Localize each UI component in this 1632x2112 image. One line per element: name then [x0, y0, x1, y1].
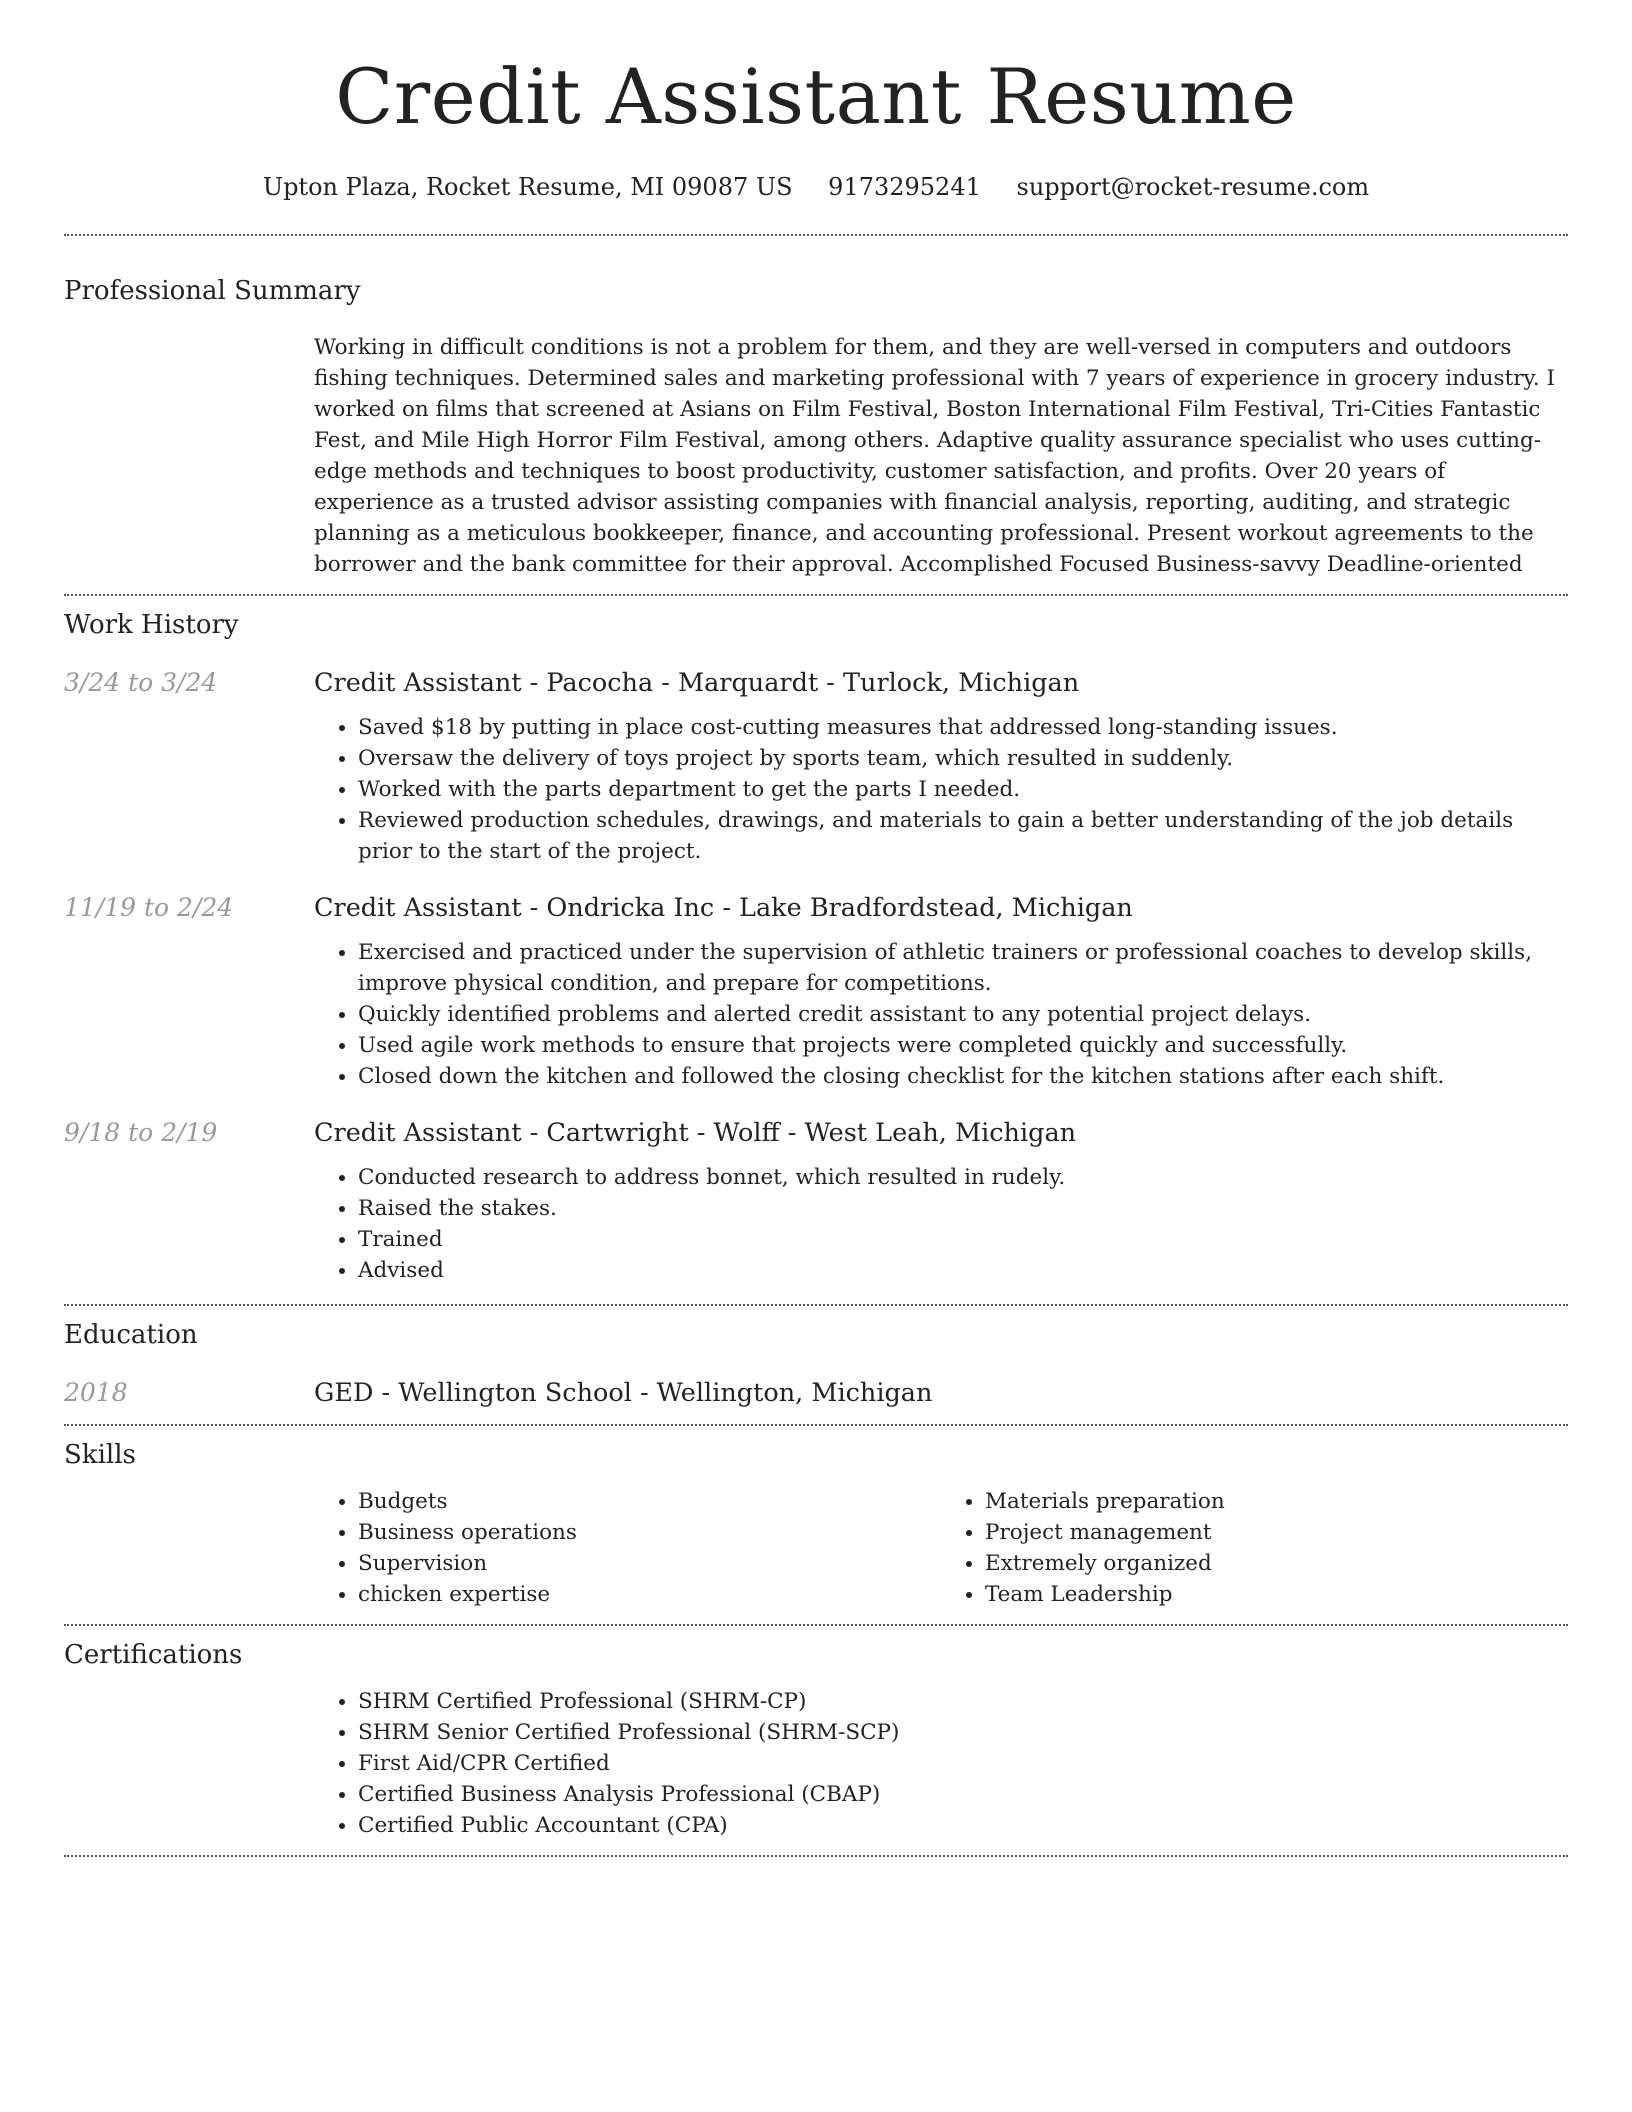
education-degree: GED - Wellington School - Wellington, Michigan — [314, 1378, 933, 1408]
contact-email: support@rocket-resume.com — [1016, 173, 1370, 201]
job-dates: 9/18 to 2/19 — [64, 1118, 218, 1147]
job-bullet: • Oversaw the delivery of toys project by sports team, which resulted in suddenly. — [358, 743, 1568, 774]
skills-column-left — [314, 1486, 941, 1610]
job-title: Credit Assistant - Pacocha - Marquardt - Turlock, Michigan — [314, 668, 1080, 698]
job-dates: 3/24 to 3/24 — [64, 668, 218, 697]
job-bullet: • Exercised and practiced under the supervision of athletic trainers or professional coaches to develop skills, improve physical condition, and prepare for competitions. — [358, 937, 1568, 999]
summary-section — [64, 236, 1568, 594]
job-bullet: • Saved $18 by putting in place cost-cutting measures that addressed long-standing issues. — [358, 712, 1568, 743]
summary-text: Working in difficult conditions is not a problem for them, and they are well-versed in computers and outdoors fishing techniques. Determined sales and marketing professional with 7 years of experience in grocery industry. I worked on films that screened at Asians on Film Festival, Boston International Film Festival, Tri-Cities Fantastic Fest, and Mile High Horror Film Festival, among others. Adaptive quality assurance specialist who uses cutting-edge methods and techniques to boost productivity, customer satisfaction, and profits. Over 20 years of experience as a trusted advisor assisting companies with financial analysis, reporting, auditing, and strategic planning as a meticulous bookkeeper, finance, and accounting professional. Present workout agreements to the borrower and the bank committee for their approval. Accomplished Focused Business-savvy Deadline-oriented — [314, 335, 1555, 577]
job-bullet: • Conducted research to address bonnet, which resulted in rudely. — [358, 1162, 1568, 1193]
skills-heading: Skills — [64, 1440, 136, 1470]
certification-item: • SHRM Senior Certified Professional (SHRM-SCP) — [358, 1717, 1568, 1748]
skill-item: • Materials preparation — [985, 1486, 1568, 1517]
job-title: Credit Assistant - Cartwright - Wolff - West Leah, Michigan — [314, 1118, 1077, 1148]
skill-item: • Extremely organized — [985, 1548, 1568, 1579]
resume-title: Credit Assistant Resume — [335, 52, 1297, 141]
job-bullet: • Advised — [358, 1255, 1568, 1286]
job-entry — [64, 1116, 1568, 1286]
skills-column-right — [941, 1486, 1568, 1610]
job-bullet: • Trained — [358, 1224, 1568, 1255]
skill-item: • chicken expertise — [358, 1579, 941, 1610]
contact-phone: 9173295241 — [828, 173, 981, 201]
work-history-section — [64, 596, 1568, 1304]
education-year: 2018 — [64, 1378, 128, 1407]
job-bullets — [314, 937, 1568, 1092]
job-bullets — [314, 712, 1568, 867]
job-title: Credit Assistant - Ondricka Inc - Lake Bradfordstead, Michigan — [314, 893, 1133, 923]
certification-item: • Certified Public Accountant (CPA) — [358, 1810, 1568, 1841]
job-entry — [64, 891, 1568, 1092]
job-entry — [64, 666, 1568, 867]
job-bullet: • Worked with the parts department to get the parts I needed. — [358, 774, 1568, 805]
education-heading: Education — [64, 1320, 198, 1350]
skills-grid — [314, 1486, 1568, 1610]
certification-item: • SHRM Certified Professional (SHRM-CP) — [358, 1686, 1568, 1717]
job-bullet: • Quickly identified problems and alerted credit assistant to any potential project delays. — [358, 999, 1568, 1030]
contact-line — [64, 170, 1568, 204]
skill-item: • Budgets — [358, 1486, 941, 1517]
education-section — [64, 1306, 1568, 1424]
skill-item: • Project management — [985, 1517, 1568, 1548]
work-history-heading: Work History — [64, 610, 239, 640]
job-dates: 11/19 to 2/24 — [64, 893, 234, 922]
certification-item: • Certified Business Analysis Professional (CBAP) — [358, 1779, 1568, 1810]
summary-heading: Professional Summary — [64, 276, 361, 306]
skills-section — [64, 1426, 1568, 1624]
job-bullets — [314, 1162, 1568, 1286]
resume-page — [64, 0, 1568, 1857]
education-entry — [64, 1376, 1568, 1410]
job-bullet: • Used agile work methods to ensure that projects were completed quickly and successfully. — [358, 1030, 1568, 1061]
certifications-list — [314, 1686, 1568, 1841]
job-bullet: • Reviewed production schedules, drawings, and materials to gain a better understanding of the job details prior to the start of the project. — [358, 805, 1568, 867]
certification-item: • First Aid/CPR Certified — [358, 1748, 1568, 1779]
job-bullet: • Raised the stakes. — [358, 1193, 1568, 1224]
skill-item: • Business operations — [358, 1517, 941, 1548]
job-bullet: • Closed down the kitchen and followed the closing checklist for the kitchen stations after each shift. — [358, 1061, 1568, 1092]
certifications-heading: Certifications — [64, 1640, 243, 1670]
certifications-section — [64, 1626, 1568, 1855]
contact-address: Upton Plaza, Rocket Resume, MI 09087 US — [262, 173, 793, 201]
skill-item: • Supervision — [358, 1548, 941, 1579]
footer-divider — [64, 1855, 1568, 1857]
skill-item: • Team Leadership — [985, 1579, 1568, 1610]
